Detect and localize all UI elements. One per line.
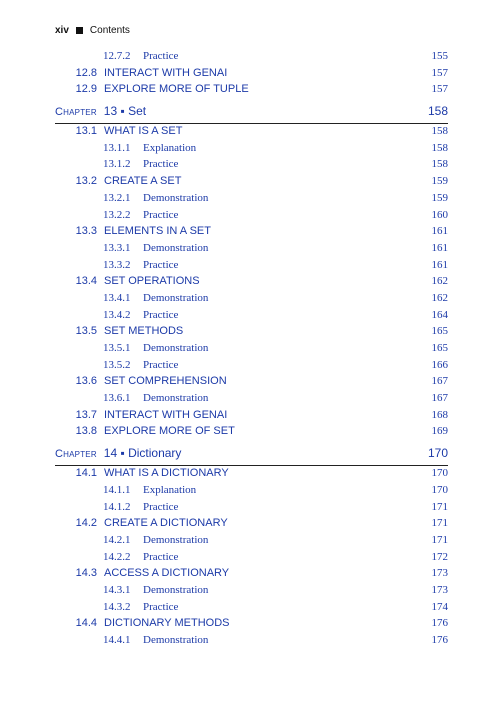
toc-section-entry[interactable] <box>55 67 448 84</box>
toc-chapter-entry[interactable] <box>55 104 448 124</box>
entry-title: Demonstration <box>143 583 209 596</box>
table-of-contents <box>55 50 448 651</box>
toc-chapter-entry[interactable] <box>55 446 448 466</box>
entry-page-number: 167 <box>431 375 448 388</box>
entry-title: Explanation <box>143 483 197 496</box>
toc-subsection-entry[interactable] <box>55 158 448 175</box>
toc-subsection-entry[interactable] <box>55 242 448 259</box>
entry-number: 13.3.2 <box>103 258 131 271</box>
entry-title: ELEMENTS IN A SET <box>104 225 211 238</box>
entry-number: 13.6 <box>75 375 97 388</box>
entry-page-number: 161 <box>431 258 448 271</box>
toc-section-entry[interactable] <box>55 375 448 392</box>
entry-number: 14.2.2 <box>103 550 131 563</box>
entry-page-number: 172 <box>431 550 448 563</box>
entry-title: Explanation <box>143 141 197 154</box>
entry-number: 13.3 <box>75 225 97 238</box>
entry-page-number: 169 <box>431 425 448 438</box>
entry-number: 14.4.1 <box>103 634 131 646</box>
entry-title: CREATE A SET <box>104 175 182 188</box>
entry-page-number: 165 <box>431 325 448 338</box>
entry-title: EXPLORE MORE OF TUPLE <box>104 83 249 96</box>
toc-subsection-entry[interactable] <box>55 484 448 501</box>
entry-title: Practice <box>143 600 179 613</box>
toc-subsection-entry[interactable] <box>55 501 448 518</box>
entry-number: 12.8 <box>75 66 97 79</box>
chapter-label: Chapter <box>55 448 97 461</box>
entry-page-number: 164 <box>431 308 448 321</box>
entry-number: 13.8 <box>75 425 97 438</box>
entry-title: Demonstration <box>143 241 209 254</box>
entry-page-number: 162 <box>431 275 448 288</box>
entry-page-number: 171 <box>431 500 448 513</box>
toc-section-entry[interactable] <box>55 425 448 442</box>
entry-title: Demonstration <box>143 634 209 646</box>
entry-number: 14.3 <box>75 567 97 580</box>
entry-number: 14.1 <box>75 467 97 480</box>
entry-number: 13.1.2 <box>103 158 131 171</box>
entry-title: Demonstration <box>143 291 209 304</box>
entry-page-number: 171 <box>431 533 448 546</box>
entry-number: 13.3.1 <box>103 241 131 254</box>
entry-page-number: 158 <box>431 141 448 154</box>
toc-subsection-entry[interactable] <box>55 209 448 226</box>
toc-subsection-entry[interactable] <box>55 534 448 551</box>
toc-subsection-entry[interactable] <box>55 634 448 651</box>
toc-section-entry[interactable] <box>55 275 448 292</box>
entry-number: 13.4 <box>75 275 97 288</box>
chapter-page-number: 158 <box>427 104 448 119</box>
toc-section-entry[interactable] <box>55 409 448 426</box>
entry-title: SET METHODS <box>104 325 184 338</box>
entry-title: Practice <box>143 500 179 513</box>
entry-page-number: 157 <box>431 66 448 79</box>
square-bullet-icon <box>76 27 83 34</box>
entry-number: 13.5 <box>75 325 97 338</box>
toc-subsection-entry[interactable] <box>55 142 448 159</box>
toc-subsection-entry[interactable] <box>55 259 448 276</box>
entry-number: 14.3.1 <box>103 583 131 596</box>
toc-section-entry[interactable] <box>55 225 448 242</box>
entry-title: Practice <box>143 50 179 62</box>
toc-section-entry[interactable] <box>55 517 448 534</box>
entry-title: INTERACT WITH GENAI <box>104 66 228 79</box>
chapter-label: Chapter <box>55 106 97 119</box>
entry-title: Demonstration <box>143 533 209 546</box>
toc-subsection-entry[interactable] <box>55 392 448 409</box>
entry-page-number: 174 <box>431 600 448 613</box>
chapter-title: 13 ▪ Set <box>103 104 147 119</box>
entry-number: 12.9 <box>75 83 97 96</box>
entry-title: Demonstration <box>143 342 209 354</box>
toc-subsection-entry[interactable] <box>55 601 448 618</box>
entry-page-number: 159 <box>431 191 448 204</box>
toc-subsection-entry[interactable] <box>55 359 448 376</box>
header-section-title: Contents <box>89 25 130 36</box>
entry-title: SET OPERATIONS <box>104 275 200 288</box>
entry-title: CREATE A DICTIONARY <box>104 517 228 530</box>
entry-page-number: 170 <box>431 483 448 496</box>
entry-title: Practice <box>143 158 179 171</box>
toc-section-entry[interactable] <box>55 83 448 100</box>
entry-title: DICTIONARY METHODS <box>104 617 230 630</box>
entry-title: ACCESS A DICTIONARY <box>104 567 230 580</box>
entry-page-number: 173 <box>431 583 448 596</box>
toc-section-entry[interactable] <box>55 175 448 192</box>
toc-subsection-entry[interactable] <box>55 292 448 309</box>
entry-title: Practice <box>143 308 179 321</box>
entry-number: 13.2.1 <box>103 191 131 204</box>
toc-section-entry[interactable] <box>55 567 448 584</box>
toc-subsection-entry[interactable] <box>55 50 448 67</box>
entry-title: Practice <box>143 550 179 563</box>
entry-title: Practice <box>143 208 179 221</box>
toc-subsection-entry[interactable] <box>55 551 448 568</box>
entry-page-number: 165 <box>431 342 448 354</box>
entry-number: 13.2 <box>75 175 97 188</box>
toc-section-entry[interactable] <box>55 325 448 342</box>
entry-number: 13.4.1 <box>103 291 131 304</box>
page-number: xiv <box>55 25 69 36</box>
entry-title: INTERACT WITH GENAI <box>104 408 228 421</box>
toc-section-entry[interactable] <box>55 467 448 484</box>
entry-number: 13.1.1 <box>103 141 131 154</box>
toc-subsection-entry[interactable] <box>55 584 448 601</box>
entry-page-number: 167 <box>431 392 448 405</box>
entry-title: WHAT IS A SET <box>104 125 183 138</box>
entry-page-number: 158 <box>431 158 448 171</box>
entry-page-number: 161 <box>431 225 448 238</box>
entry-page-number: 166 <box>431 358 448 371</box>
entry-title: SET COMPREHENSION <box>104 375 227 388</box>
entry-page-number: 159 <box>431 175 448 188</box>
entry-page-number: 173 <box>431 567 448 580</box>
entry-number: 14.3.2 <box>103 600 131 613</box>
entry-number: 13.1 <box>75 125 97 138</box>
entry-page-number: 157 <box>431 83 448 96</box>
toc-subsection-entry[interactable] <box>55 309 448 326</box>
toc-subsection-entry[interactable] <box>55 192 448 209</box>
entry-number: 13.6.1 <box>103 392 131 405</box>
entry-page-number: 155 <box>431 50 448 62</box>
entry-number: 13.5.1 <box>103 342 131 354</box>
entry-number: 13.7 <box>75 408 97 421</box>
chapter-page-number: 170 <box>427 446 448 461</box>
entry-number: 13.5.2 <box>103 358 131 371</box>
entry-page-number: 176 <box>431 634 448 646</box>
entry-title: Practice <box>143 258 179 271</box>
toc-subsection-entry[interactable] <box>55 342 448 359</box>
entry-number: 13.4.2 <box>103 308 131 321</box>
entry-number: 14.1.1 <box>103 483 131 496</box>
entry-number: 12.7.2 <box>103 50 131 62</box>
entry-number: 14.4 <box>75 617 97 630</box>
entry-page-number: 161 <box>431 241 448 254</box>
entry-number: 14.2 <box>75 517 97 530</box>
entry-page-number: 171 <box>431 517 448 530</box>
toc-section-entry[interactable] <box>55 617 448 634</box>
entry-page-number: 170 <box>431 467 448 480</box>
entry-number: 14.2.1 <box>103 533 131 546</box>
chapter-title: 14 ▪ Dictionary <box>103 446 182 461</box>
entry-title: EXPLORE MORE OF SET <box>104 425 235 438</box>
running-header <box>55 25 130 36</box>
entry-title: Practice <box>143 358 179 371</box>
entry-page-number: 176 <box>431 617 448 630</box>
entry-page-number: 168 <box>431 408 448 421</box>
entry-number: 13.2.2 <box>103 208 131 221</box>
toc-section-entry[interactable] <box>55 125 448 142</box>
entry-page-number: 158 <box>431 125 448 138</box>
entry-page-number: 162 <box>431 291 448 304</box>
entry-title: Demonstration <box>143 392 209 405</box>
entry-page-number: 160 <box>431 208 448 221</box>
entry-title: Demonstration <box>143 191 209 204</box>
entry-title: WHAT IS A DICTIONARY <box>104 467 229 480</box>
entry-number: 14.1.2 <box>103 500 131 513</box>
